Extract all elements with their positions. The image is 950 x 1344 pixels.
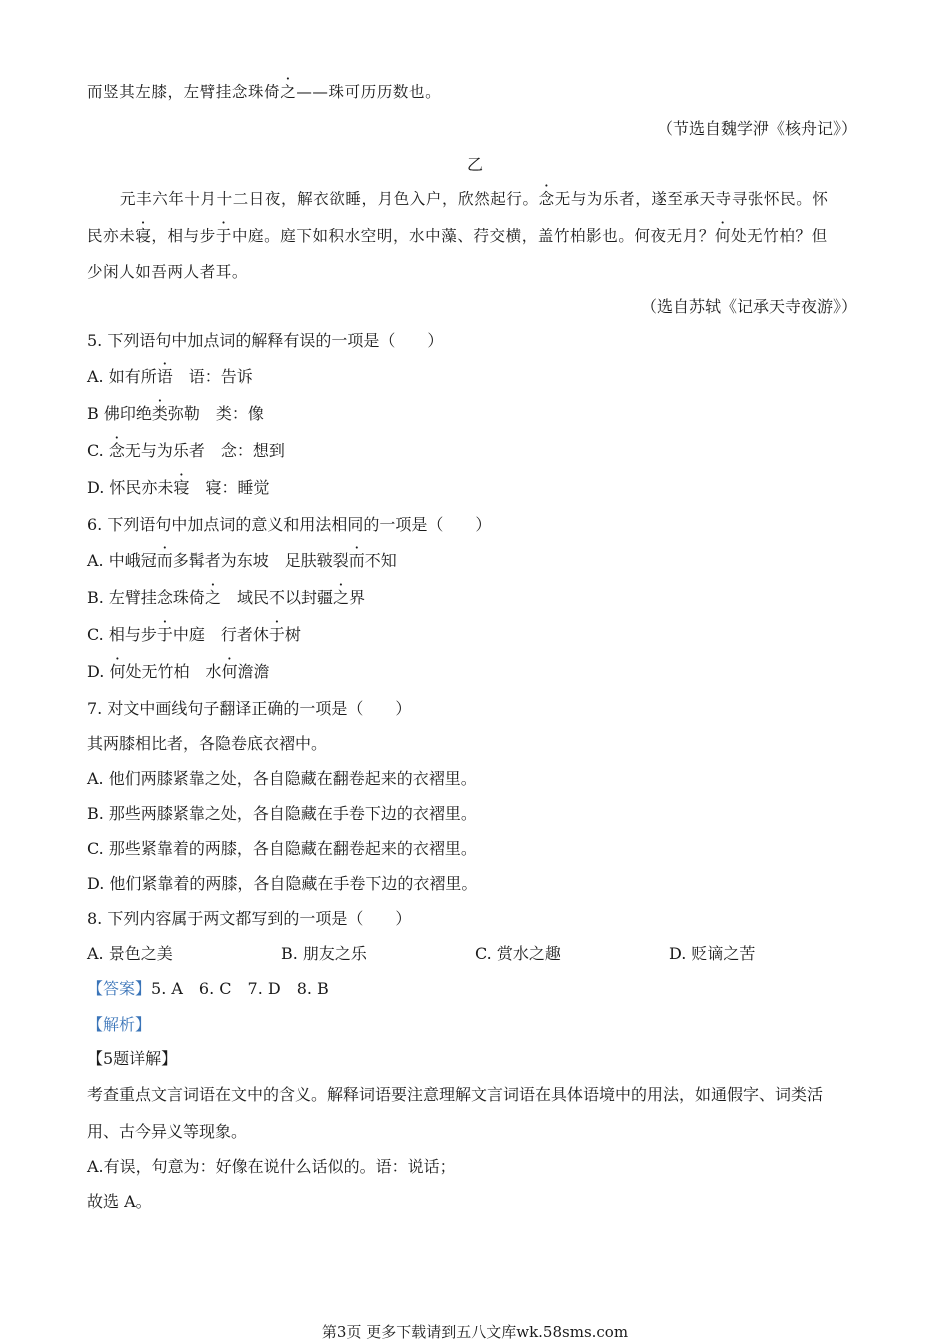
text-segment: 处无竹柏？但	[731, 227, 828, 245]
text-segment: D.	[87, 662, 110, 681]
question-6-option-b	[87, 588, 365, 608]
text-segment: 中庭。庭下如积水空明，水中藻、荇交横，盖竹柏影也。何夜无月？	[231, 227, 715, 245]
question-7-sentence: 其两膝相比者，各隐卷底衣褶中。	[87, 734, 328, 753]
q5-detail-heading: 【5题详解】	[87, 1049, 178, 1068]
dotted-char: 之	[280, 83, 297, 101]
question-7-stem: 7. 对文中画线句子翻译正确的一项是（ ）	[87, 699, 412, 718]
text-segment: D. 怀民亦未	[87, 478, 174, 497]
dotted-char: 于	[215, 227, 232, 245]
question-8-stem: 8. 下列内容属于两文都写到的一项是（ ）	[87, 909, 412, 928]
text-segment: 澹澹	[237, 662, 270, 681]
text-segment: C. 相与步	[87, 625, 157, 644]
passage-b-heading: 乙	[466, 155, 483, 174]
text-segment: 界	[348, 588, 365, 607]
analysis-paragraph-1: 考查重点文言词语在文中的含义。解释词语要注意理解文言词语在具体语境中的用法，如通假字、词类活	[87, 1085, 824, 1104]
text-segment: B 佛印绝	[87, 404, 152, 423]
passage-b-source: （选自苏轼《记承天寺夜游》）	[640, 297, 857, 316]
dotted-char: 语	[156, 367, 173, 386]
text-segment: 元丰六年十月十二日夜，解衣欲睡，月色入户，欣然起行。	[120, 190, 539, 208]
passage-b-line-2	[87, 226, 828, 246]
question-6-option-c	[87, 625, 301, 645]
passage-a-source: （节选自魏学洢《核舟记》）	[656, 119, 857, 138]
analysis-tag: 【解析】	[87, 1015, 152, 1034]
analysis-paragraph-2: 用、古今异义等现象。	[87, 1122, 248, 1141]
dotted-char: 之	[204, 588, 221, 607]
answer-text: 5. A 6. C 7. D 8. B	[151, 979, 329, 998]
text-segment: 树	[284, 625, 301, 644]
question-6-option-d	[87, 662, 270, 682]
dotted-char: 寝	[135, 227, 152, 245]
dotted-char: 寝	[173, 478, 190, 497]
text-segment: 多髯者为东坡 足肤皲裂	[172, 551, 349, 570]
text-segment: ——珠可历历数也。	[296, 83, 442, 101]
text-segment: 无与为乐者，遂至承天寺寻张怀民。怀	[554, 190, 829, 208]
analysis-conclusion: 故选 A。	[87, 1192, 152, 1211]
text-segment: A. 如有所	[87, 367, 157, 386]
question-5-option-a	[87, 367, 253, 387]
passage-b-line-3: 少闲人如吾两人者耳。	[87, 263, 249, 281]
text-segment: 无与为乐者 念：想到	[124, 441, 285, 460]
passage-b-line-1	[120, 189, 828, 209]
passage-a-last-line	[87, 82, 441, 102]
dotted-char: 念	[538, 190, 555, 208]
dotted-char: 于	[156, 625, 173, 644]
question-5-option-d	[87, 478, 269, 498]
text-segment: 而竖其左膝，左臂挂念珠倚	[87, 83, 281, 101]
question-5-stem: 5. 下列语句中加点词的解释有误的一项是（ ）	[87, 331, 444, 350]
question-6-option-a	[87, 551, 397, 571]
question-7-option-b: B. 那些两膝紧靠之处，各自隐藏在手卷下边的衣褶里。	[87, 804, 477, 823]
dotted-char: 念	[108, 441, 125, 460]
text-segment: C.	[87, 441, 109, 460]
text-segment: 域民不以封疆	[220, 588, 333, 607]
question-8-option-d: D. 贬谪之苦	[669, 944, 756, 963]
text-segment: 弥勒 类：像	[167, 404, 264, 423]
text-segment: B. 左臂挂念珠倚	[87, 588, 205, 607]
dotted-char: 而	[348, 551, 365, 570]
dotted-char: 类	[151, 404, 168, 423]
question-8-option-a: A. 景色之美	[87, 944, 173, 963]
dotted-char: 于	[268, 625, 285, 644]
text-segment: 语：告诉	[172, 367, 253, 386]
question-7-option-a: A. 他们两膝紧靠之处，各自隐藏在翻卷起来的衣褶里。	[87, 769, 477, 788]
text-segment: A. 中峨冠	[87, 551, 157, 570]
answer-line	[87, 979, 329, 999]
dotted-char: 何	[714, 227, 732, 245]
text-segment: 民亦未	[87, 227, 136, 245]
text-segment: 寝：睡觉	[189, 478, 270, 497]
question-5-option-c	[87, 441, 285, 461]
text-segment: 处无竹柏 水	[125, 662, 222, 681]
question-6-stem: 6. 下列语句中加点词的意义和用法相同的一项是（ ）	[87, 515, 492, 534]
analysis-paragraph-3: A.有误，句意为：好像在说什么话似的。语：说话；	[87, 1157, 456, 1176]
question-8-option-b: B. 朋友之乐	[281, 944, 367, 963]
text-segment: 不知	[364, 551, 397, 570]
answer-tag: 【答案】	[87, 979, 152, 998]
text-segment: ，相与步	[151, 227, 216, 245]
page-footer: 第3页 更多下载请到五八文库wk.58sms.com	[321, 1323, 629, 1341]
question-7-option-c: C. 那些紧靠着的两膝，各自隐藏在翻卷起来的衣褶里。	[87, 839, 477, 858]
dotted-char: 何	[221, 662, 238, 681]
question-7-option-d: D. 他们紧靠着的两膝，各自隐藏在手卷下边的衣褶里。	[87, 874, 478, 893]
question-8-option-c: C. 赏水之趣	[475, 944, 561, 963]
dotted-char: 之	[332, 588, 349, 607]
dotted-char: 而	[156, 551, 173, 570]
text-segment: 中庭 行者休	[172, 625, 269, 644]
dotted-char: 何	[109, 662, 126, 681]
question-5-option-b	[87, 404, 264, 424]
